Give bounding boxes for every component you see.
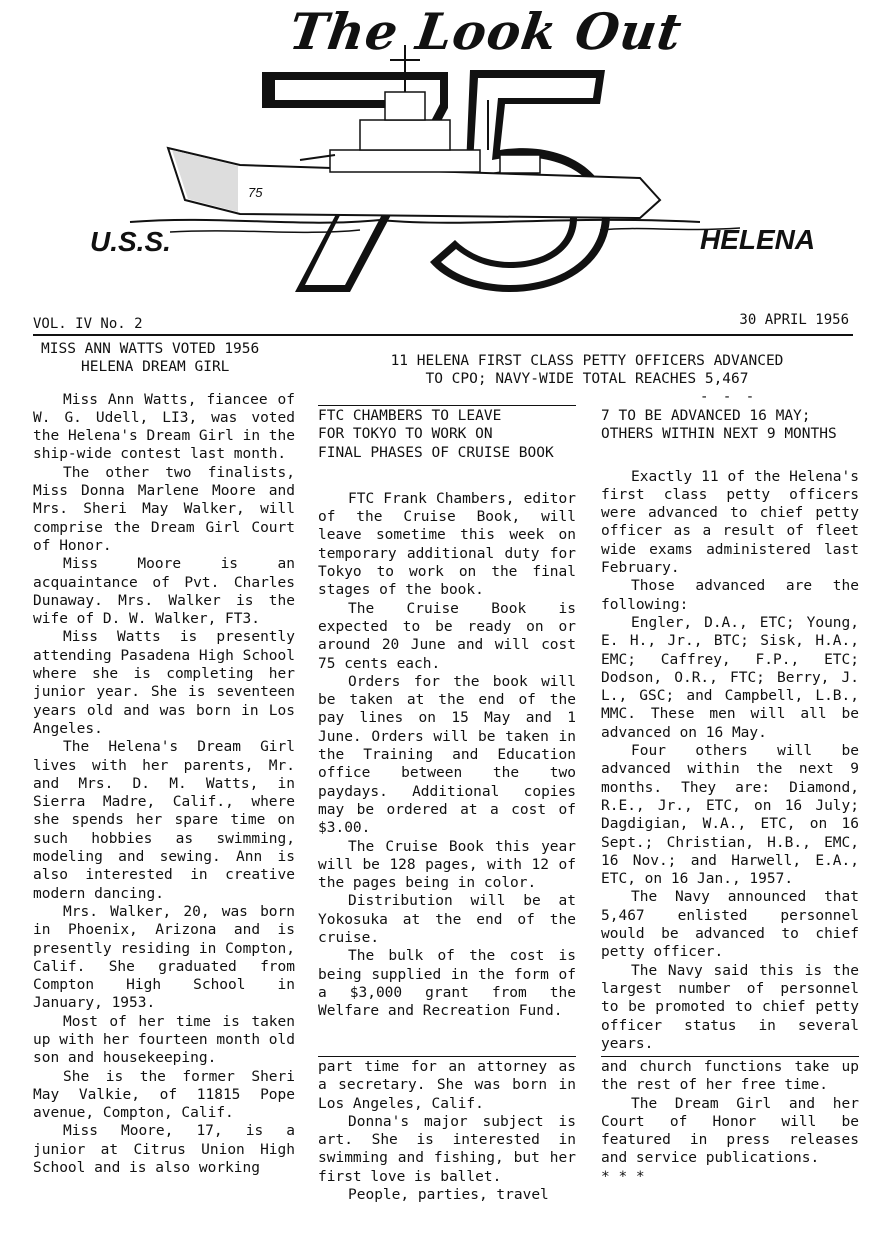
article-paragraph: Miss Watts is presently attending Pasadena High School where she is completing her junior year. She is seventeen years old and was born in Los Angeles.: [33, 629, 295, 737]
helena-label: HELENA: [700, 224, 816, 255]
cruise-book-headline: FTC CHAMBERS TO LEAVE FOR TOKYO TO WORK ON FINAL PHASES OF CRUISE BOOK: [318, 408, 554, 461]
column-1: [33, 340, 295, 1177]
section-dashes: - - -: [700, 389, 758, 405]
article-paragraph: Mrs. Walker, 20, was born in Phoenix, Arizona and is presently residing in Compton, Calif. She graduated from Compton High School in January, 1953.: [33, 903, 295, 1012]
article-paragraph: FTC Frank Chambers, editor of the Cruise Book, will leave sometime this week on temporary additional duty for Tokyo to work on the final stages of the book.: [318, 490, 576, 599]
svg-text:75: 75: [248, 185, 263, 200]
masthead: [0, 0, 869, 318]
masthead-title: The Look Out: [285, 2, 686, 61]
advancement-subheadline: 7 TO BE ADVANCED 16 MAY; OTHERS WITHIN NEXT 9 MONTHS: [601, 408, 837, 443]
article-paragraph: and church functions take up the rest of her free time.: [601, 1059, 859, 1094]
article-paragraph: Donna's major subject is art. She is interested in swimming and fishing, but her first love is ballet.: [318, 1113, 576, 1185]
article-paragraph: Engler, D.A., ETC; Young, E. H., Jr., BTC; Sisk, H.A., EMC; Caffrey, F.P., ETC; Dodson, O.R., FTC; Berry, J. L., GSC; and Campbell, L.B., MMC. These men will all be advanced on 16 May.: [601, 614, 859, 741]
volume-number: VOL. IV No. 2: [33, 316, 143, 332]
article-paragraph: Most of her time is taken up with her fourteen month old son and housekeeping.: [33, 1013, 295, 1067]
column-2-divider: [318, 1056, 576, 1057]
article-paragraph: The Cruise Book is expected to be ready on or around 20 June and will cost 75 cents each.: [318, 600, 576, 672]
article-paragraph: Miss Ann Watts, fiancee of W. G. Udell, LI3, was voted the Helena's Dream Girl in the ship-wide contest last month.: [33, 391, 295, 463]
article-paragraph: The Navy said this is the largest number of personnel to be promoted to chief petty officer status in several years.: [601, 962, 859, 1052]
article-paragraph: Miss Moore is an acquaintance of Pvt. Charles Dunaway. Mrs. Walker is the wife of D. W. Walker, FT3.: [33, 556, 295, 628]
article-paragraph: Miss Moore, 17, is a junior at Citrus Union High School and is also working: [33, 1123, 295, 1177]
article-paragraph: The bulk of the cost is being supplied in the form of a $3,000 grant from the Welfare and Recreation Fund.: [318, 948, 576, 1020]
article-paragraph: Those advanced are the following:: [601, 578, 859, 613]
article-paragraph: The other two finalists, Miss Donna Marlene Moore and Mrs. Sheri May Walker, will comprise the Dream Girl Court of Honor.: [33, 464, 295, 554]
article-paragraph: Exactly 11 of the Helena's first class petty officers were advanced to chief petty officer as a result of fleet wide exams administered last February.: [601, 468, 859, 577]
dream-girl-headline: MISS ANN WATTS VOTED 1956 HELENA DREAM GIRL: [41, 341, 260, 376]
column-2: [318, 407, 576, 1021]
issue-line: [33, 312, 853, 336]
article-paragraph: The Cruise Book this year will be 128 pages, with 12 of the pages being in color.: [318, 838, 576, 892]
article-paragraph: Distribution will be at Yokosuka at the end of the cruise.: [318, 893, 576, 947]
uss-label: U.S.S.: [90, 226, 171, 257]
article-paragraph: part time for an attorney as a secretary. She was born in Los Angeles, Calif.: [318, 1059, 576, 1112]
issue-date: 30 APRIL 1956: [739, 312, 849, 328]
article-paragraph: The Navy announced that 5,467 enlisted personnel would be advanced to chief petty officer.: [601, 889, 859, 961]
column-3-continued: [601, 1058, 859, 1186]
article-paragraph: The Dream Girl and her Court of Honor will be featured in press releases and service publications.: [601, 1095, 859, 1167]
ship-logo-illustration: [0, 0, 869, 318]
end-mark: * * *: [601, 1168, 645, 1185]
petty-officers-headline: 11 HELENA FIRST CLASS PETTY OFFICERS ADVANCED TO CPO; NAVY-WIDE TOTAL REACHES 5,467: [390, 353, 784, 388]
article-paragraph: The Helena's Dream Girl lives with her parents, Mr. and Mrs. D. M. Watts, in Sierra Madre, Calif., where she spends her spare time on such hobbies as swimming, modeling and sewing. Ann is also interested in creative modern dancing.: [33, 739, 295, 902]
headline-rule: [318, 405, 576, 406]
article-paragraph: People, parties, travel: [348, 1187, 549, 1204]
column-2-continued: [318, 1058, 576, 1204]
column-3-divider: [601, 1056, 859, 1057]
article-paragraph: Four others will be advanced within the next 9 months. They are: Diamond, R.E., Jr., ETC, on 16 July; Dagdigian, W.A., ETC, on 16 Sept.; Christian, H.B., EMC, 16 Nov.; and Harwell, E.A., ETC, on 16 Jan., 1957.: [601, 743, 859, 888]
column-3: [601, 407, 859, 1053]
article-paragraph: She is the former Sheri May Valkie, of 11815 Pope avenue, Compton, Calif.: [33, 1068, 295, 1122]
article-paragraph: Orders for the book will be taken at the end of the pay lines on 15 May and 1 June. Orders will be taken in the Training and Education office between the two paydays. Additional copies may be ordered at a cost of $3.00.: [318, 673, 576, 837]
